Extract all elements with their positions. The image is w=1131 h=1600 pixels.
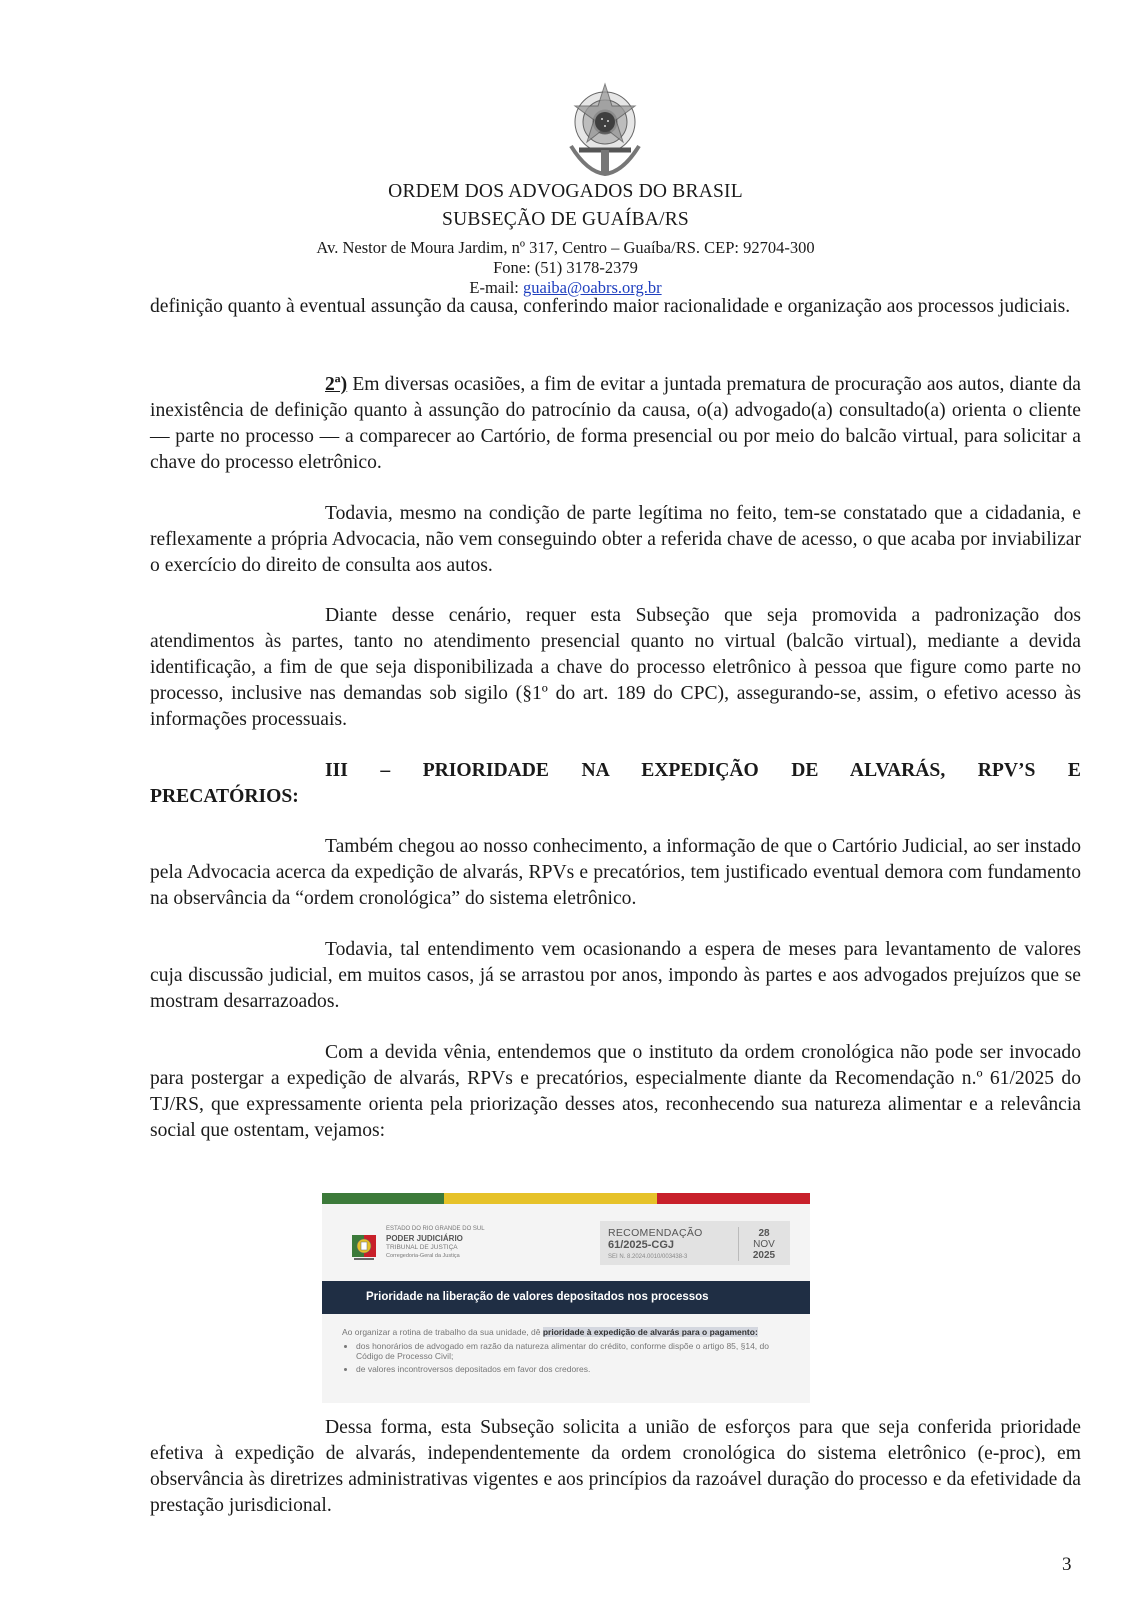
recommendation-id-box (600, 1221, 790, 1265)
paragraph-continuation (150, 294, 1081, 320)
sei-number: SEI N. 8.2024.0010/003438-3 (608, 1254, 688, 1260)
paragraph-7 (150, 1040, 1081, 1144)
recommendation-banner: Prioridade na liberação de valores depositados nos processos (322, 1281, 810, 1314)
page-number: 3 (1062, 1554, 1072, 1575)
paragraph-8 (150, 1415, 1081, 1519)
item-marker: 2ª) (325, 374, 348, 395)
recommendation-image (322, 1193, 810, 1403)
court-line: ESTADO DO RIO GRANDE DO SUL (386, 1226, 485, 1232)
date-year: 2025 (752, 1250, 776, 1261)
list-item: • de valores incontroversos depositados em favor dos credores. (356, 1364, 792, 1374)
recommendation-list (342, 1341, 792, 1374)
flag-band-yellow (444, 1193, 657, 1204)
paragraph-text (150, 372, 1081, 476)
paragraph-text: Todavia, mesmo na condição de parte legítima no feito, tem-se constatado que a cidadania, e reflexamente a própria Advocacia, não vem conseguindo obter a referida chave de acesso, o que acaba por inviabilizar o exercício do direito de consulta aos autos. (150, 503, 1081, 576)
rs-crest-icon (350, 1229, 378, 1263)
recommendation-text (342, 1327, 792, 1377)
paragraph-text: Também chegou ao nosso conhecimento, a informação de que o Cartório Judicial, ao ser instado pela Advocacia acerca da expedição de alvarás, RPVs e precatórios, tem justificado eventual demora com fundamento na observância da “ordem cronológica” do sistema eletrônico. (150, 836, 1081, 909)
date-day: 28 (758, 1228, 770, 1239)
org-name: ORDEM DOS ADVOGADOS DO BRASIL (388, 181, 743, 202)
flag-band-red (657, 1193, 810, 1204)
court-line: TRIBUNAL DE JUSTIÇA (386, 1244, 458, 1251)
list-item: • dos honorários de advogado em razão da natureza alimentar do crédito, conforme dispõe o artigo 85, §14, do Código de Processo Civil; (356, 1341, 792, 1361)
phone: Fone: (51) 3178-2379 (493, 258, 638, 277)
paragraph-5 (150, 834, 1081, 912)
paragraph-body: Em diversas ocasiões, a fim de evitar a juntada prematura de procuração aos autos, diante da inexistência de definição quanto à assunção do patrocínio da causa, o(a) advogado(a) consultado(a) orienta o cliente — parte no processo — a comparecer ao Cartório, de forma presencial ou por meio do balcão virtual, para solicitar a chave do processo eletrônico. (150, 374, 1081, 473)
paragraph-text: Com a devida vênia, entendemos que o instituto da ordem cronológica não pode ser invocado para postergar a expedição de alvarás, RPVs e precatórios, especialmente diante da Recomendação n.º 61/2025 do TJ/RS, que expressamente orienta pela priorização desses atos, reconhecendo sua natureza alimentar e a relevância social que ostentam, vejamos: (150, 1042, 1081, 1141)
flag-band-green (322, 1193, 444, 1204)
paragraph-2 (150, 372, 1081, 476)
subsection-name: SUBSEÇÃO DE GUAÍBA/RS (442, 209, 689, 230)
paragraph-text: Diante desse cenário, requer esta Subseção que seja promovida a padronização dos atendimentos às partes, tanto no atendimento presencial quanto no virtual (balcão virtual), mediante a devida identificação, a fim de que seja disponibilizada a chave do processo eletrônico à pessoa que figure como parte no processo, inclusive nas demandas sob sigilo (§1º do art. 189 do CPC), assegurando-se, assim, o efetivo acesso às informações processuais. (150, 605, 1081, 730)
court-line: PODER JUDICIÁRIO (386, 1234, 463, 1243)
paragraph-text: Todavia, tal entendimento vem ocasionando a espera de meses para levantamento de valores cuja discussão judicial, em muitos casos, já se arrastou por anos, impondo às partes e aos advogados prejuízos que se mostram desarrazoados. (150, 939, 1081, 1012)
court-line: Corregedoria-Geral da Justiça (386, 1253, 460, 1259)
paragraph-3 (150, 501, 1081, 579)
section-heading (150, 758, 1081, 810)
paragraph-text: Dessa forma, esta Subseção solicita a união de esforços para que seja conferida prioridade efetiva à expedição de alvarás, independentemente da ordem cronológica do sistema eletrônico (e-proc), em observância às diretrizes administrativas vigentes e aos princípios da razoável duração do processo e da efetividade da prestação jurisdicional. (150, 1417, 1081, 1516)
highlighted-text: prioridade à expedição de alvarás para o pagamento: (542, 1327, 758, 1337)
divider (738, 1227, 739, 1261)
recommendation-number: 61/2025-CGJ (608, 1239, 675, 1251)
date-month: NOV (753, 1239, 775, 1250)
intro-text: Ao organizar a rotina de trabalho da sua unidade, dê (342, 1327, 543, 1337)
court-name-block (386, 1225, 485, 1261)
coat-of-arms-seal (557, 76, 653, 180)
email-link[interactable]: guaiba@oabrs.org.br (523, 278, 662, 297)
heading-text: III – PRIORIDADE NA EXPEDIÇÃO DE ALVARÁS, RPV’S E PRECATÓRIOS: (150, 760, 1081, 807)
paragraph-6 (150, 937, 1081, 1015)
email-label: E-mail: (469, 278, 523, 297)
paragraph-4 (150, 603, 1081, 733)
address: Av. Nestor de Moura Jardim, nº 317, Centro – Guaíba/RS. CEP: 92704-300 (316, 238, 815, 257)
recommendation-label: RECOMENDAÇÃO (608, 1227, 703, 1239)
paragraph-text: definição quanto à eventual assunção da causa, conferindo maior racionalidade e organização aos processos judiciais. (150, 296, 1071, 317)
